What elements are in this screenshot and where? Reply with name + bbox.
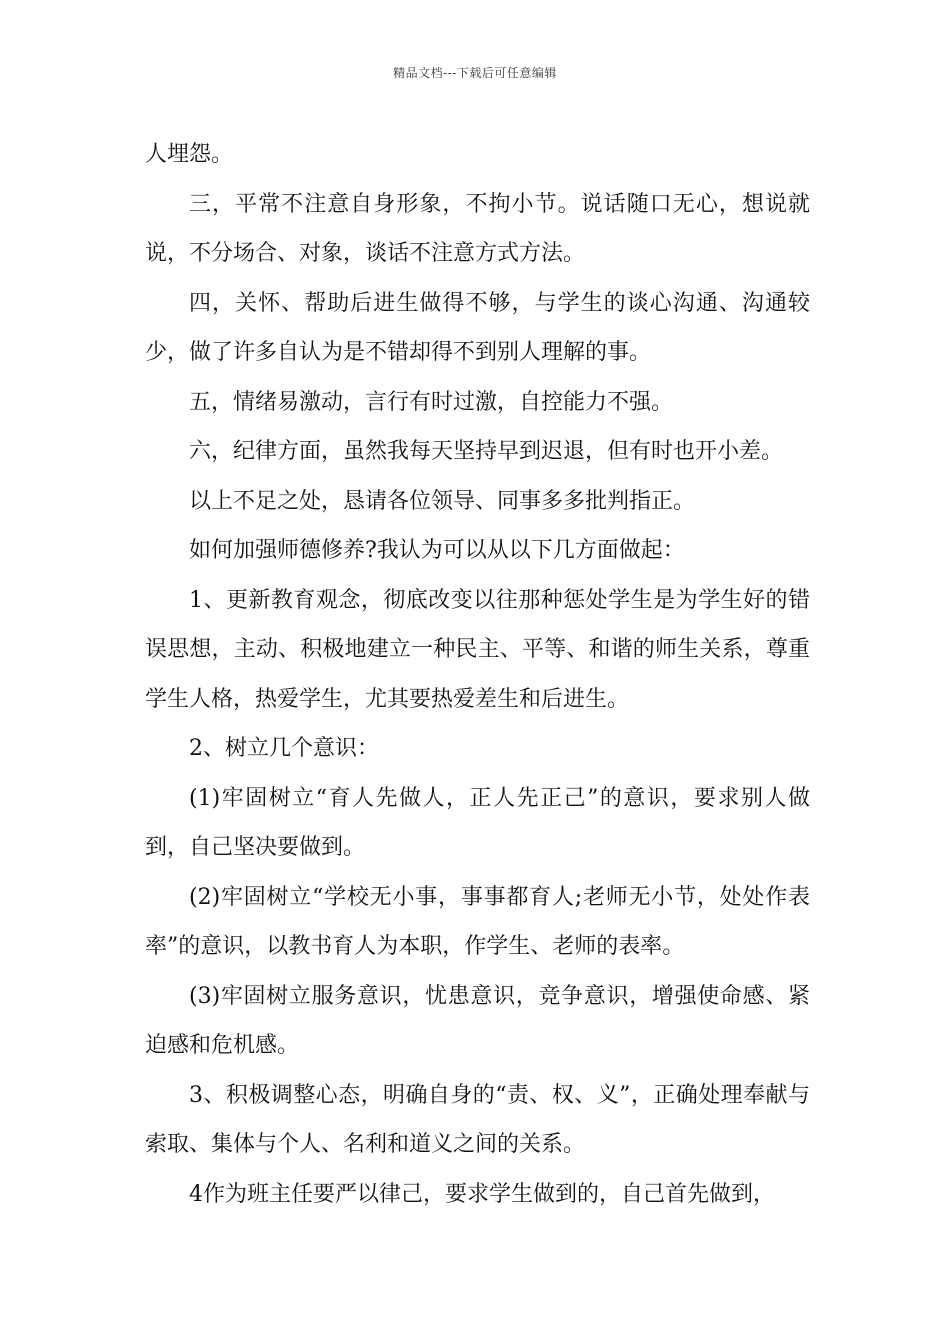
- paragraph-14: 4作为班主任要严以律己，要求学生做到的，自己首先做到，: [189, 1181, 775, 1207]
- paragraph-4: 五，情绪易激动，言行有时过激，自控能力不强。: [189, 389, 674, 415]
- paragraph-13: 3、积极调整心态，明确自身的“责、权、义”，正确处理奉献与索取、集体与个人、名利和道义之间的关系。: [145, 1082, 810, 1157]
- paragraph-10: (1)牢固树立“育人先做人，正人先正己”的意识，要求别人做到，自己坚决要做到。: [145, 785, 810, 860]
- paragraph-3: 四，关怀、帮助后进生做得不够，与学生的谈心沟通、沟通较少，做了许多自认为是不错却得不到别人理解的事。: [145, 290, 810, 365]
- page-header: 精品文档---下载后可任意编辑: [393, 66, 557, 80]
- paragraph-5: 六，纪律方面，虽然我每天坚持早到迟退，但有时也开小差。: [189, 439, 784, 464]
- paragraph-9: 2、树立几个意识：: [189, 736, 379, 761]
- paragraph-6: 以上不足之处，恳请各位领导、同事多多批判指正。: [189, 488, 696, 514]
- paragraph-7: 如何加强师德修养?我认为可以从以下几方面做起：: [189, 538, 685, 563]
- paragraph-11: (2)牢固树立“学校无小事，事事都育人;老师无小节，处处作表率”的意识，以教书育人为本职，作学生、老师的表率。: [145, 884, 810, 959]
- paragraph-1: 人埋怨。: [145, 142, 234, 167]
- paragraph-2: 三，平常不注意自身形象，不拘小节。说话随口无心，想说就说，不分场合、对象，谈话不注意方式方法。: [145, 191, 810, 266]
- paragraph-8: 1、更新教育观念，彻底改变以往那种惩处学生是为学生好的错误思想，主动、积极地建立一种民主、平等、和谐的师生关系，尊重学生人格，热爱学生，尤其要热爱差生和后进生。: [145, 587, 810, 712]
- document-body: [145, 130, 810, 1219]
- paragraph-12: (3)牢固树立服务意识，忧患意识，竞争意识，增强使命感、紧迫感和危机感。: [145, 983, 810, 1058]
